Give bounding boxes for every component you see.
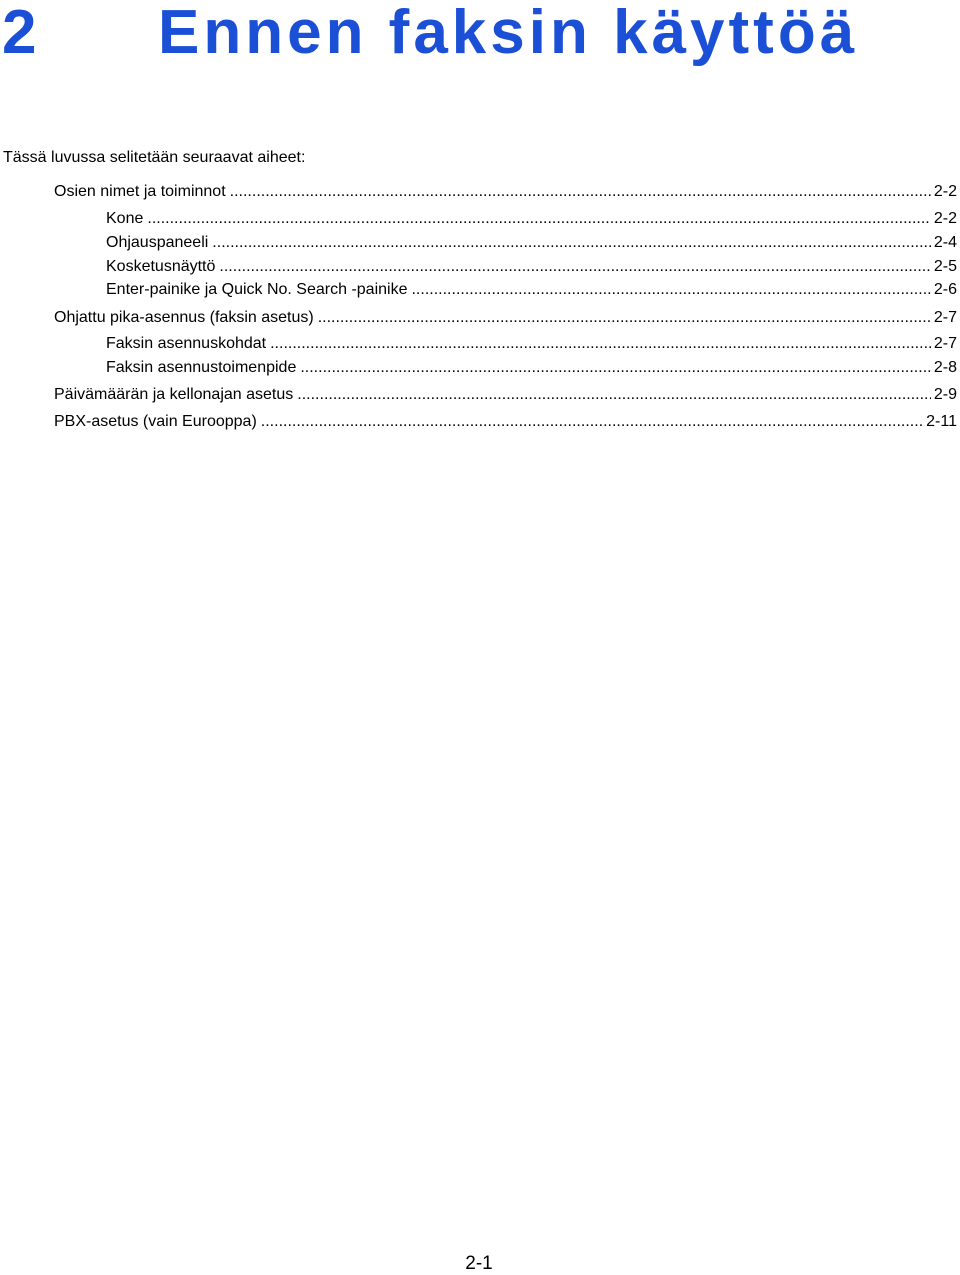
toc-dot-leader <box>318 308 931 328</box>
toc-entry-page: 2-6 <box>933 281 957 298</box>
toc-entry-ohjauspaneeli[interactable] <box>106 233 957 253</box>
toc-dot-leader <box>411 280 930 300</box>
toc-entry-label: Ohjattu pika-asennus (faksin asetus) <box>54 309 314 326</box>
toc-entry-label: Kosketusnäyttö <box>106 258 216 275</box>
toc-entry-label: Faksin asennustoimenpide <box>106 359 297 376</box>
page-footer <box>0 1253 960 1275</box>
toc-entry-label: Kone <box>106 210 144 227</box>
toc-dot-leader <box>270 334 931 354</box>
toc-dot-leader <box>261 412 923 432</box>
toc-dot-leader <box>230 182 931 202</box>
chapter-header <box>0 0 960 70</box>
toc-entry-page: 2-2 <box>933 183 957 200</box>
toc-entry-enter-painike[interactable] <box>106 280 957 300</box>
toc-entry-label: Päivämäärän ja kellonajan asetus <box>54 386 294 403</box>
toc-entry-label: Enter-painike ja Quick No. Search -painike <box>106 281 408 298</box>
toc-entry-label: Osien nimet ja toiminnot <box>54 183 226 200</box>
toc-entry-faksin-asennustoimenpide[interactable] <box>106 358 957 378</box>
toc-entry-pbx-asetus[interactable] <box>54 412 957 432</box>
toc-entry-kosketusnaytto[interactable] <box>106 257 957 277</box>
toc-entry-label: Ohjauspaneeli <box>106 234 209 251</box>
toc-entry-osien-nimet[interactable] <box>54 182 957 202</box>
toc-entry-paivamaaran-asetus[interactable] <box>54 385 957 405</box>
toc-dot-leader <box>219 257 930 277</box>
toc-entry-page: 2-7 <box>933 335 957 352</box>
toc-entry-page: 2-5 <box>933 258 957 275</box>
intro-text: Tässä luvussa selitetään seuraavat aiheet: <box>3 149 306 166</box>
page-number: 2-1 <box>465 1253 493 1274</box>
toc-entry-page: 2-8 <box>933 359 957 376</box>
toc-dot-leader <box>147 209 931 229</box>
chapter-number: 2 <box>2 0 37 67</box>
toc-entry-page: 2-9 <box>933 386 957 403</box>
toc-entry-label: Faksin asennuskohdat <box>106 335 267 352</box>
toc-entry-ohjattu-pika-asennus[interactable] <box>54 308 957 328</box>
toc-entry-page: 2-4 <box>933 234 957 251</box>
toc-entry-label: PBX-asetus (vain Eurooppa) <box>54 413 257 430</box>
toc-dot-leader <box>300 358 931 378</box>
toc-entry-page: 2-11 <box>926 413 957 430</box>
toc-entry-page: 2-7 <box>933 309 957 326</box>
toc-dot-leader <box>212 233 931 253</box>
toc-entry-kone[interactable] <box>106 209 957 229</box>
chapter-title: Ennen faksin käyttöä <box>158 0 859 67</box>
toc-dot-leader <box>297 385 931 405</box>
toc-entry-faksin-asennuskohdat[interactable] <box>106 334 957 354</box>
toc-entry-page: 2-2 <box>933 210 957 227</box>
